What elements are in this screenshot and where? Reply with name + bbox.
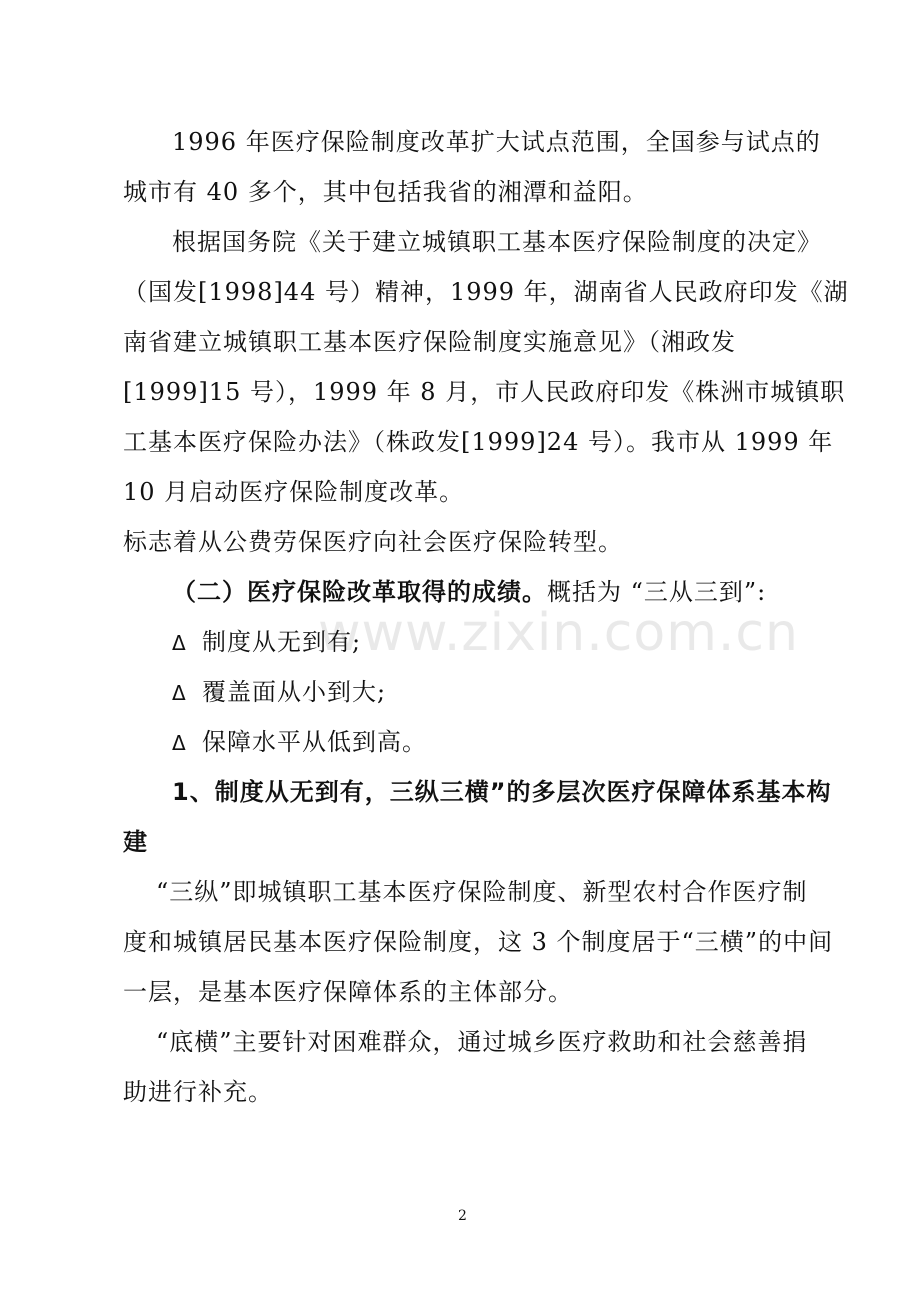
paragraph-line: 度和城镇居民基本医疗保险制度，这 3 个制度居于“三横”的中间: [123, 928, 834, 956]
paragraph-line: 标志着从公费劳保医疗向社会医疗保险转型。: [123, 528, 623, 556]
bullet-item: [172, 677, 386, 708]
bullet-text: 制度从无到有;: [202, 628, 362, 656]
section-heading-title: （二）医疗保险改革取得的成绩。: [172, 578, 547, 606]
page-number: 2: [458, 1208, 467, 1224]
subsection-heading-line: 1、制度从无到有，三纵三横”的多层次医疗保障体系基本构: [172, 778, 832, 806]
section-heading-summary: 概括为 “三从三到”:: [547, 578, 767, 606]
subsection-heading-line: 建: [123, 828, 148, 856]
paragraph-line: 一层，是基本医疗保障体系的主体部分。: [123, 978, 573, 1006]
watermark: www.zixin.com.cn: [318, 603, 799, 663]
paragraph-line: 10 月启动医疗保险制度改革。: [123, 478, 465, 506]
delta-bullet-icon: Δ: [172, 681, 187, 705]
section-heading: [172, 577, 766, 607]
paragraph-line: “三纵”即城镇职工基本医疗保险制度、新型农村合作医疗制: [156, 878, 808, 906]
paragraph-line: 工基本医疗保险办法》（株政发[1999]24 号）。我市从 1999 年: [123, 428, 834, 456]
bullet-item: [172, 627, 361, 658]
paragraph-line: 根据国务院《关于建立城镇职工基本医疗保险制度的决定》: [172, 228, 822, 256]
paragraph-line: （国发[1998]44 号）精神，1999 年，湖南省人民政府印发《湖: [123, 278, 849, 306]
paragraph-line: 南省建立城镇职工基本医疗保险制度实施意见》（湘政发: [123, 328, 736, 356]
bullet-text: 保障水平从低到高。: [202, 728, 427, 756]
bullet-text: 覆盖面从小到大;: [202, 678, 387, 706]
bullet-item: [172, 727, 427, 758]
paragraph-line: 城市有 40 多个，其中包括我省的湘潭和益阳。: [123, 178, 648, 206]
delta-bullet-icon: Δ: [172, 731, 187, 755]
paragraph-line: [1999]15 号），1999 年 8 月，市人民政府印发《株洲市城镇职: [123, 378, 846, 406]
delta-bullet-icon: Δ: [172, 631, 187, 655]
paragraph-line: 助进行补充。: [123, 1078, 273, 1106]
paragraph-line: “底横”主要针对困难群众，通过城乡医疗救助和社会慈善捐: [156, 1028, 808, 1056]
paragraph-line: 1996 年医疗保险制度改革扩大试点范围，全国参与试点的: [172, 128, 821, 156]
